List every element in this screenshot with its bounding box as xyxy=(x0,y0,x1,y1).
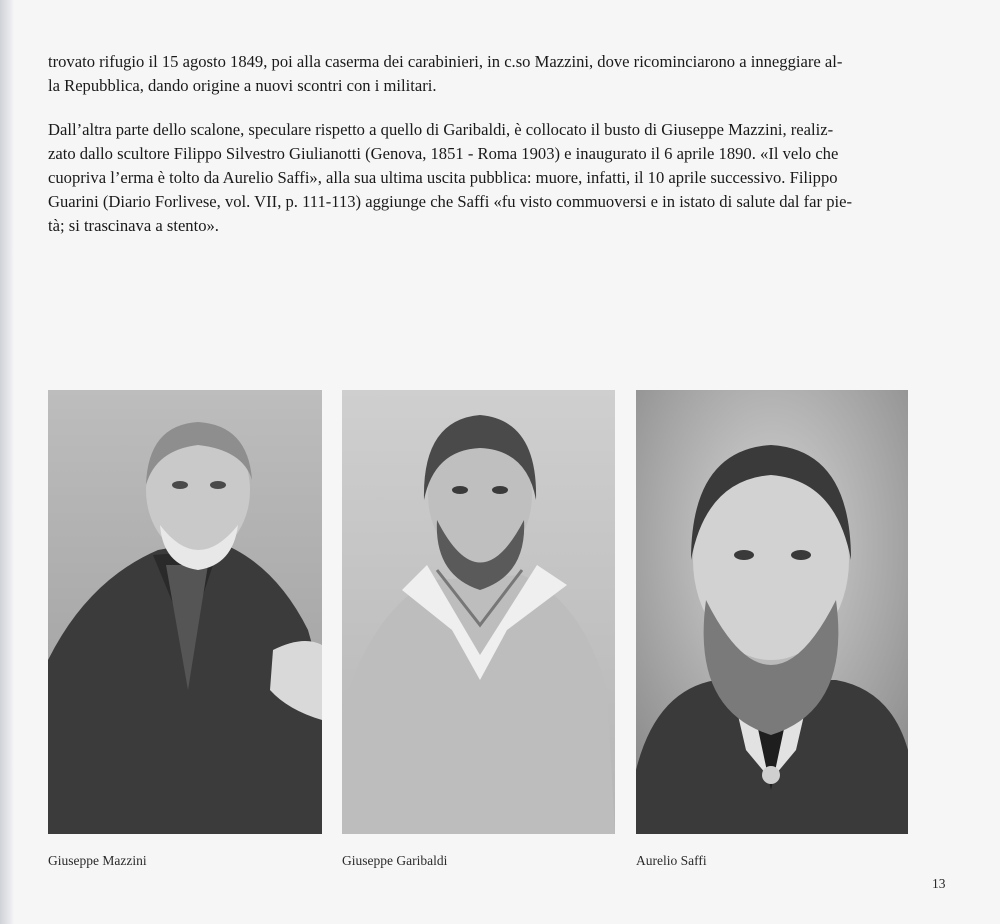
text-line: tà; si trascinava a stento». xyxy=(48,216,219,235)
portrait-mazzini-photo xyxy=(48,390,322,834)
portrait-photo-icon xyxy=(342,390,615,834)
text-line: cuopriva l’erma è tolto da Aurelio Saffi», alla sua ultima uscita pubblica: muore, infatti, il 10 aprile successivo. Filippo xyxy=(48,168,838,187)
text-line: Dall’altra parte dello scalone, speculare rispetto a quello di Garibaldi, è collocato il busto di Giuseppe Mazzini, realiz- xyxy=(48,120,834,139)
text-line: Guarini (Diario Forlivese, vol. VII, p. 111-113) aggiunge che Saffi «fu visto commuoversi e in istato di salute dal far pie- xyxy=(48,192,852,211)
portrait-garibaldi-photo xyxy=(342,390,615,834)
page-number: 13 xyxy=(932,876,946,891)
paragraph-2 xyxy=(48,118,918,238)
text-line: trovato rifugio il 15 agosto 1849, poi alla caserma dei carabinieri, in c.so Mazzini, dove ricominciarono a inneggiare al- xyxy=(48,52,843,71)
figure-caption: Aurelio Saffi xyxy=(636,853,707,868)
figure-caption: Giuseppe Mazzini xyxy=(48,853,147,868)
portrait-photo-icon xyxy=(636,390,908,834)
page-gutter-shadow xyxy=(0,0,14,924)
portrait-photo-icon xyxy=(48,390,322,834)
body-text xyxy=(48,50,918,238)
paragraph-1 xyxy=(48,50,918,98)
portrait-saffi-photo xyxy=(636,390,908,834)
text-line: zato dallo scultore Filippo Silvestro Giulianotti (Genova, 1851 - Roma 1903) e inaugurato il 6 aprile 1890. «Il velo che xyxy=(48,144,839,163)
figure-caption: Giuseppe Garibaldi xyxy=(342,853,448,868)
text-line: la Repubblica, dando origine a nuovi scontri con i militari. xyxy=(48,76,437,95)
